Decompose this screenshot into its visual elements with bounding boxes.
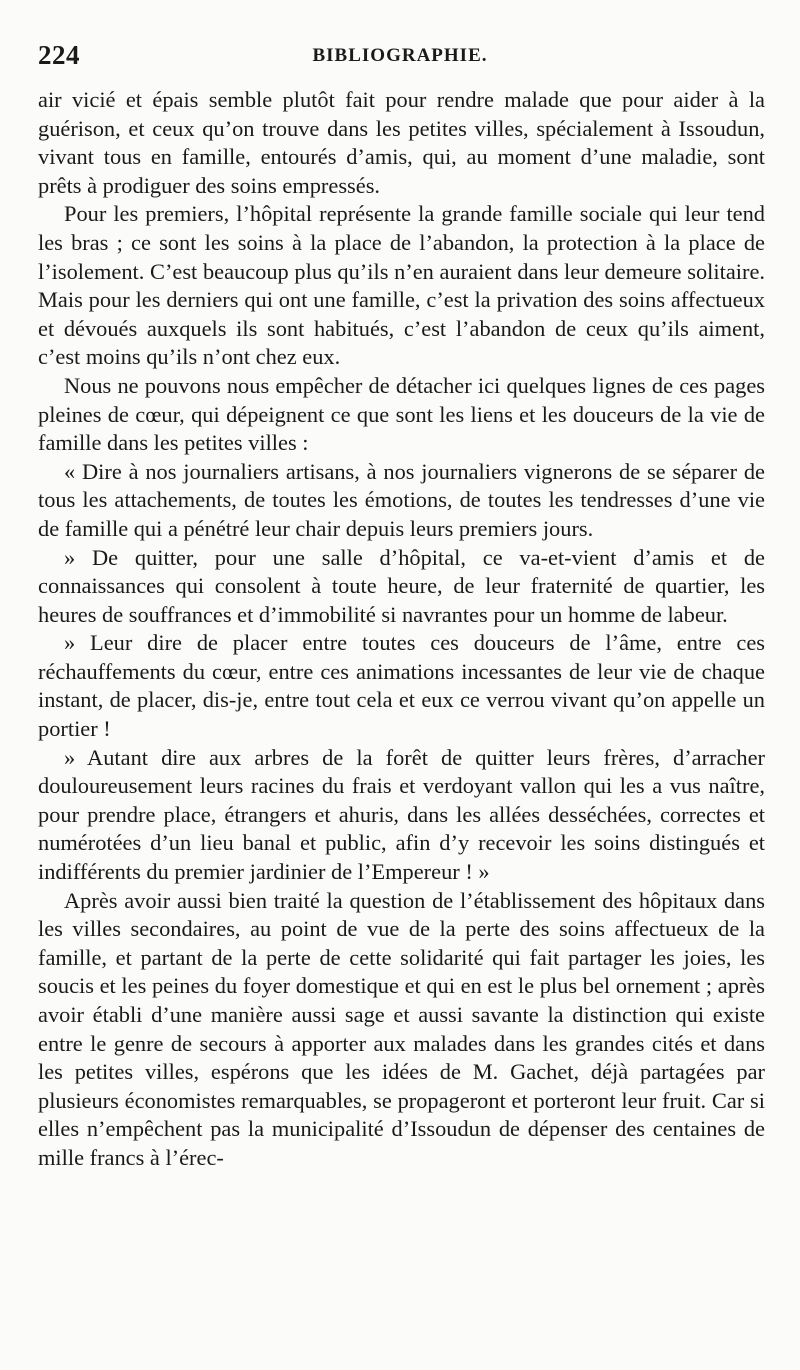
paragraph: Nous ne pouvons nous empêcher de détacher ici quelques lignes de ces pages pleines de cœur, qui dépeignent ce que sont les liens et les douceurs de la vie de famille dans les petites villes : (38, 372, 765, 456)
body-text (38, 86, 765, 1173)
quote-paragraph: » Autant dire aux arbres de la forêt de quitter leurs frères, d’arracher douloureusement leurs racines du frais et verdoyant vallon qui les a vus naître, pour prendre place, étrangers et ahuris, dans les allées desséchées, correctes et numérotées d’un lieu banal et public, afin d’y recevoir les soins distingués et indifférents du premier jardinier de l’Empereur ! » (38, 744, 765, 885)
quote-paragraph: » De quitter, pour une salle d’hôpital, ce va-et-vient d’amis et de connaissances qui consolent à toute heure, de leur fraternité de quartier, les heures de souffrances et d’immobilité si navrantes pour un homme de labeur. (38, 544, 765, 627)
paragraph: air vicié et épais semble plutôt fait pour rendre malade que pour aider à la guérison, et ceux qu’on trouve dans les petites villes, spécialement à Issoudun, vivant tous en famille, entourés d’amis, qui, au moment d’une maladie, sont prêts à prodiguer des soins empressés. (38, 87, 765, 198)
running-head: BIBLIOGRAPHIE. (312, 45, 488, 66)
paragraph: Après avoir aussi bien traité la question de l’établissement des hôpitaux dans les villes secondaires, au point de vue de la perte des soins affectueux de la famille, et partant de la perte de cette solidarité qui fait partager les joies, les soucis et les peines du foyer domestique et qui en est le plus bel ornement ; après avoir établi d’une manière aussi sage et aussi savante la distinction qui existe entre le genre de secours à apporter aux malades dans les grandes cités et dans les petites villes, espérons que les idées de M. Gachet, déjà partagées par plusieurs économistes remarquables, se propageront et porteront leur fruit. Car si elles n’empêchent pas la municipalité d’Issoudun de dépenser des centaines de mille francs à l’érec- (38, 887, 765, 1170)
page-number: 224 (38, 40, 80, 70)
quote-paragraph: « Dire à nos journaliers artisans, à nos journaliers vignerons de se séparer de tous les attachements, de toutes les émotions, de toutes les tendresses d’une vie de famille qui a pénétré leur chair depuis leurs premiers jours. (38, 458, 765, 541)
quote-paragraph: » Leur dire de placer entre toutes ces douceurs de l’âme, entre ces réchauffements du cœur, entre ces animations incessantes de leur vie de chaque instant, de placer, dis-je, entre tout cela et eux ce verrou vivant qu’on appelle un portier ! (38, 630, 765, 742)
paragraph: Pour les premiers, l’hôpital représente la grande famille sociale qui leur tend les bras ; ce sont les soins à la place de l’abandon, la protection à la place de l’isolement. C’est beaucoup plus qu’ils n’en auraient dans leur demeure solitaire. Mais pour les derniers qui ont une famille, c’est la privation des soins affectueux et dévoués auxquels ils sont habitués, c’est l’abandon de ceux qu’ils aiment, c’est moins qu’ils n’ont chez eux. (38, 201, 765, 370)
page-header (38, 40, 762, 76)
